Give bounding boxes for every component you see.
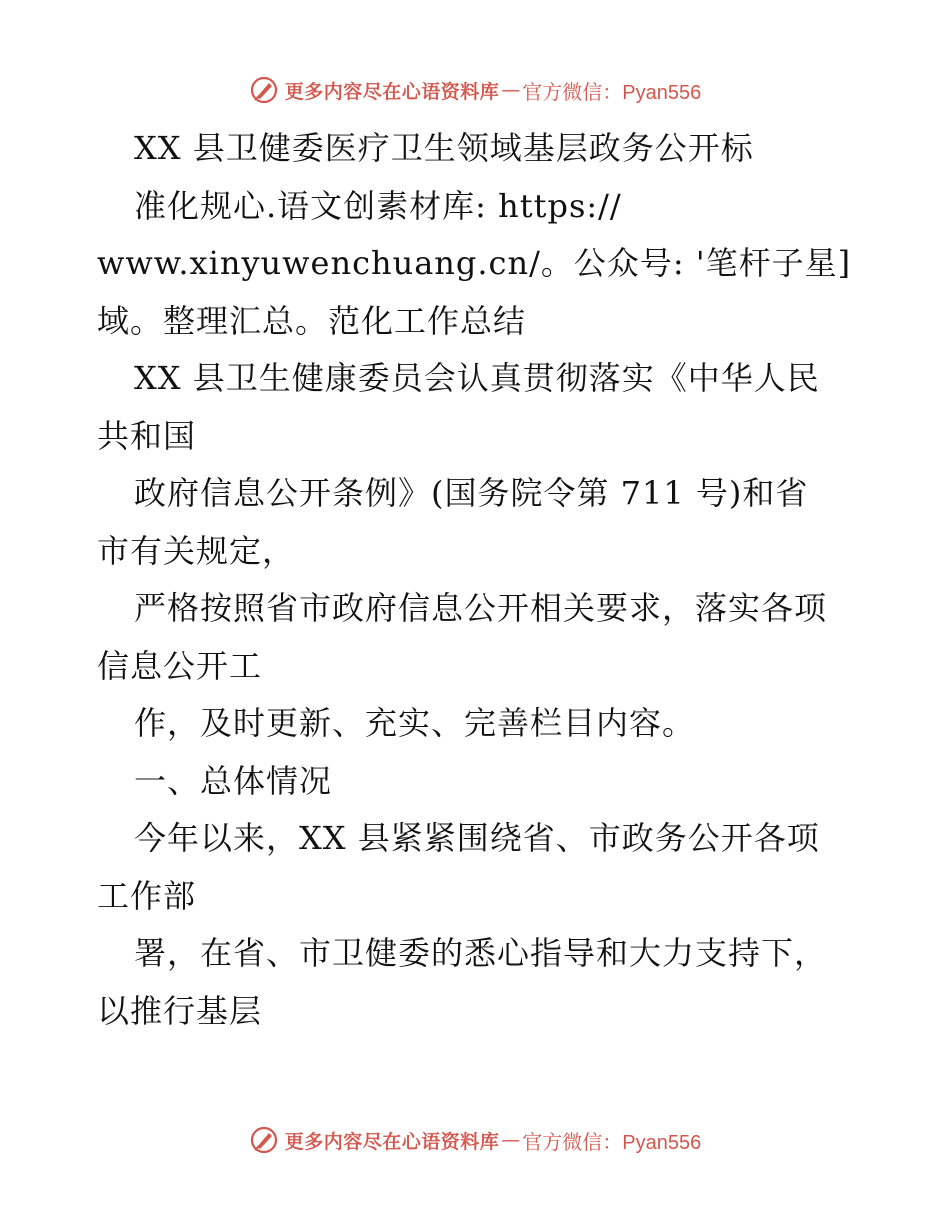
document-line: 严格按照省市政府信息公开相关要求，落实各项 <box>134 589 828 627</box>
document-line: 以推行基层 <box>97 991 263 1030</box>
document-line: 作，及时更新、充实、完善栏目内容。 <box>134 704 696 742</box>
document-line: XX 县卫健委医疗卫生领域基层政务公开标 <box>134 129 754 167</box>
banner-account-text: 官方微信：Pyan556 <box>522 81 702 104</box>
banner-account-text: 官方微信：Pyan556 <box>522 1131 702 1154</box>
document-body <box>97 120 857 1040</box>
document-line: 信息公开工 <box>97 646 263 685</box>
document-line: 域。整理汇总。范化工作总结 <box>97 301 527 340</box>
document-line: 今年以来，XX 县紧紧围绕省、市政务公开各项 <box>134 819 820 857</box>
document-line: 市有关规定， <box>97 531 296 570</box>
document-line: 工作部 <box>97 876 197 915</box>
quill-seal-icon <box>249 1125 279 1155</box>
banner-main-text: 更多内容尽在心语资料库 <box>284 80 500 103</box>
banner-main-text: 更多内容尽在心语资料库 <box>284 1130 500 1153</box>
document-line: XX 县卫生健康委员会认真贯彻落实《中华人民 <box>134 359 820 397</box>
banner-separator: — <box>501 1129 521 1151</box>
document-line: 政府信息公开条例》(国务院令第 711 号)和省 <box>134 474 809 512</box>
section-heading: 一、总体情况 <box>134 761 333 800</box>
header-banner <box>0 70 950 110</box>
document-line: 准化规心.语文创素材库: https:// <box>134 186 622 225</box>
quill-seal-icon <box>249 75 279 105</box>
document-line: 署，在省、市卫健委的悉心指导和大力支持下， <box>134 934 828 972</box>
banner-separator: — <box>501 79 521 101</box>
footer-banner <box>0 1120 950 1160</box>
document-line: www.xinyuwenchuang.cn/。公众号: '笔杆子星] <box>97 244 852 282</box>
document-line: 共和国 <box>97 416 197 455</box>
